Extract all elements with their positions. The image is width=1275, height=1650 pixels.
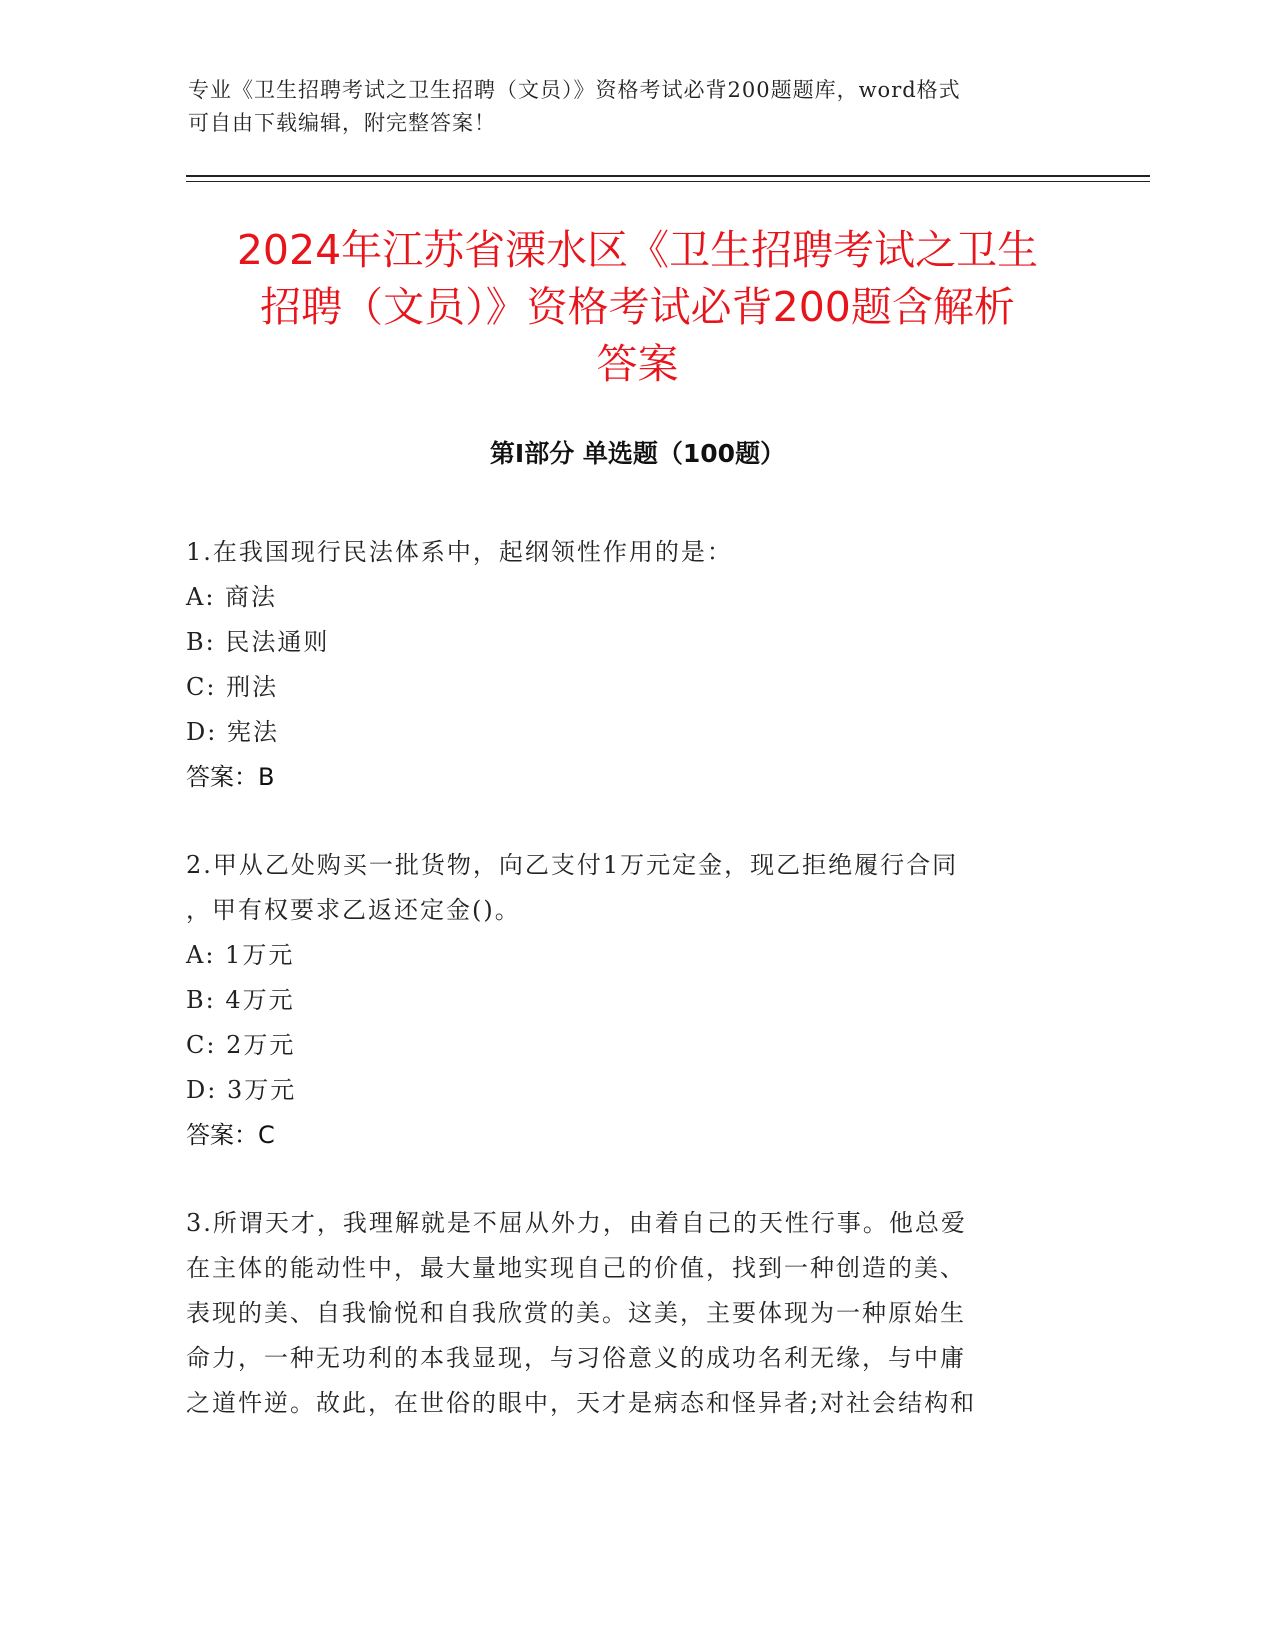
document-title-line-1: 2024年江苏省溧水区《卫生招聘考试之卫生 [236, 226, 1039, 274]
option-a: A: 商法 [186, 583, 278, 611]
question-list [186, 530, 1086, 1469]
header-note-line-1: 专业《卫生招聘考试之卫生招聘（文员）》资格考试必背200题题库，word格式 [188, 78, 961, 102]
answer-text: 答案：B [186, 763, 275, 791]
question-text: 2.甲从乙处购买一批货物，向乙支付1万元定金，现乙拒绝履行合同 ，甲有权要求乙返还定金()。 [186, 851, 959, 924]
document-title [160, 222, 1115, 393]
question-item [186, 843, 1086, 1158]
option-list [186, 933, 1086, 1113]
option-b: B: 民法通则 [186, 628, 330, 656]
question-text: 1.在我国现行民法体系中，起纲领性作用的是： [186, 538, 733, 566]
answer-text: 答案：C [186, 1121, 275, 1149]
option-d: D: 宪法 [186, 718, 279, 746]
header-note-line-2: 可自由下载编辑，附完整答案！ [188, 111, 496, 135]
header-divider-thick [186, 175, 1150, 177]
option-b: B: 4万元 [186, 986, 295, 1014]
option-c: C: 2万元 [186, 1031, 296, 1059]
document-title-line-2: 招聘（文员）》资格考试必背200题含解析 [260, 283, 1015, 331]
section-heading: 第Ⅰ部分 单选题（100题） [489, 439, 786, 468]
header-divider-thin [186, 181, 1150, 182]
question-text: 3.所谓天才，我理解就是不屈从外力，由着自己的天性行事。他总爱 在主体的能动性中，最大量地实现自己的价值，找到一种创造的美、 表现的美、自我愉悦和自我欣赏的美。这美，主要体现为一种原始生 命力，一种无功利的本我显现，与习俗意义的成功名利无缘，与中庸 之道忤逆。故此，在世俗的眼中，天才是病态和怪异者;对社会结构和 [186, 1209, 977, 1417]
option-a: A: 1万元 [186, 941, 295, 969]
option-c: C: 刑法 [186, 673, 279, 701]
option-d: D: 3万元 [186, 1076, 297, 1104]
document-title-line-3: 答案 [596, 340, 679, 388]
question-item [186, 530, 1086, 800]
option-list [186, 575, 1086, 755]
document-header-note [188, 74, 1068, 140]
question-item [186, 1201, 1086, 1426]
